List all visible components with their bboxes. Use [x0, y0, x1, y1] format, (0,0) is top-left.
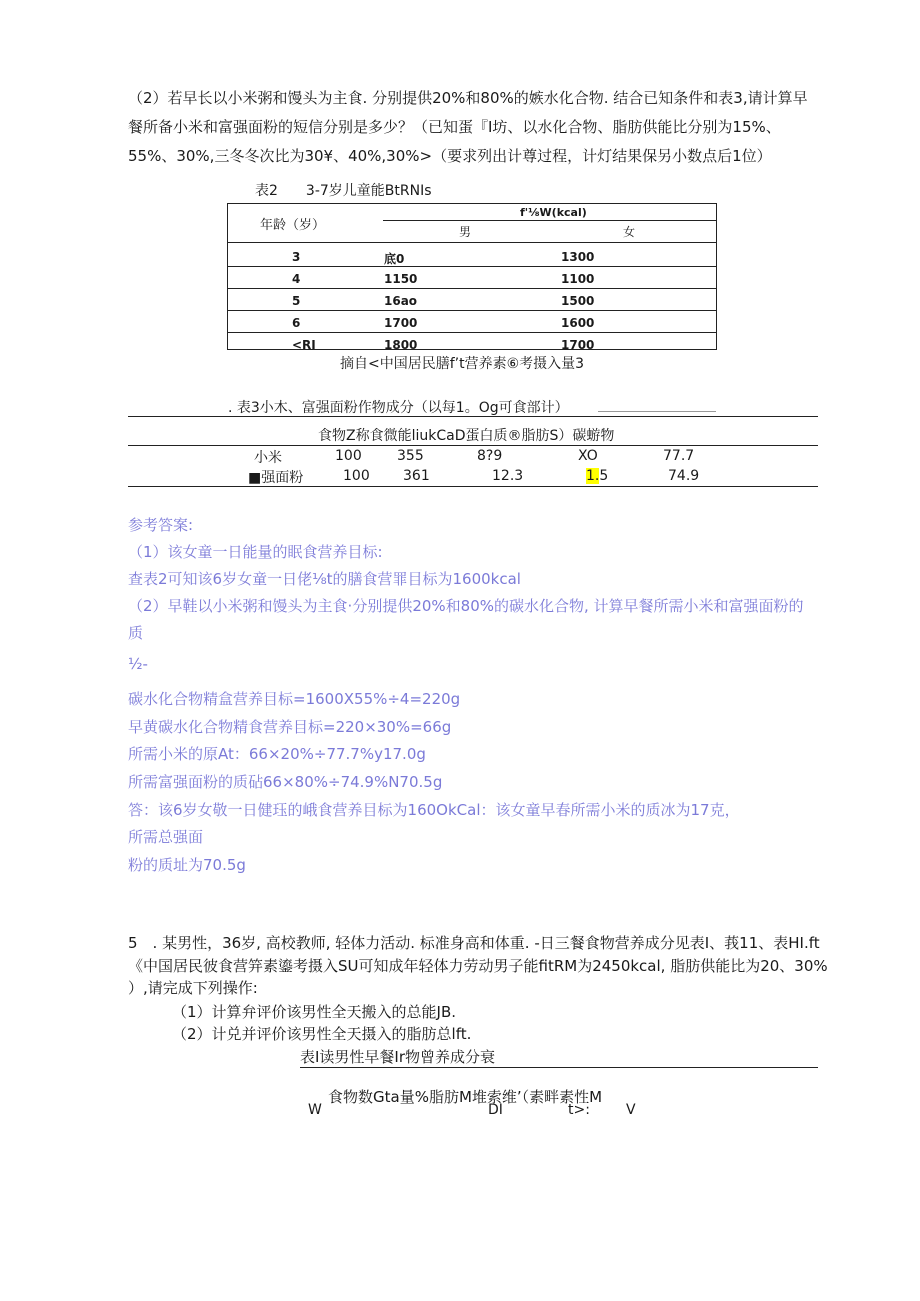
- answer-text: （1）该女童一日能量的眠食营养目标:: [128, 543, 383, 561]
- table2-title: 表2 3-7岁儿童能BtRNIs: [255, 183, 432, 199]
- table1-subhead: t>:: [568, 1102, 590, 1118]
- table1-subhead: V: [626, 1102, 636, 1118]
- table1-title: 表I读男性早餐Ir物曾养成分衰: [300, 1048, 496, 1066]
- problem5-item-1: （1）计算弁评价该男性全天搬入的总能JB.: [172, 1003, 457, 1021]
- table2-col-age: 年龄（岁）: [260, 218, 326, 233]
- table2-col-male: 男: [459, 225, 472, 239]
- problem5-line-1: 5 . 某男性，36岁, 高校教师, 轻体力活动. 标准身高和体重. -日三餐食物营养成分见表I、莪11、表HI.ft: [128, 934, 820, 952]
- table2-col-female: 女: [623, 225, 636, 239]
- answer-text: 碳水化合物精盒营养目标=1600X55%÷4=220g: [128, 690, 461, 708]
- table2-row: <RI 1800 1700: [292, 338, 595, 352]
- table2-row: 5 16ao 1500: [292, 294, 595, 308]
- answer-text: 早黄碳水化合物精食营养目标=220×30%=66g: [128, 718, 452, 736]
- answer-text: 所需富强面粉的质砧66×80%÷74.9%N70.5g: [128, 773, 443, 791]
- answer-text: 所需总强面: [128, 828, 204, 846]
- table3-header: 食物Z称食微能liukCaD蛋白质®脂肪S）碳蝣物: [318, 428, 615, 444]
- answer-text: 查表2可知该6岁女童一日佬⅛t的膳食营罪目标为1600kcal: [128, 570, 521, 588]
- answer-heading: 参考答案:: [128, 516, 194, 534]
- question-line-2: 餐所备小米和富强面粉的短信分别是多少？（已知蛋『I坊、以水化合物、脂肪供能比分别为15%、: [128, 118, 781, 136]
- table1-subhead: W: [308, 1102, 322, 1118]
- table3-top-rule: [128, 416, 818, 417]
- highlight-mark: 1.: [586, 468, 600, 484]
- table1-subhead: DI: [488, 1102, 503, 1118]
- answer-text: 质: [128, 624, 144, 642]
- table1-top-rule: [300, 1067, 818, 1068]
- answer-text: ½-: [128, 655, 148, 673]
- problem5-item-2: （2）计兑并评价该男性全天摄入的脂肪总lft.: [172, 1025, 472, 1043]
- problem5-line-3: ）,请完成下列操作:: [128, 979, 258, 997]
- table2-col-energy: f'⅛W(kcal): [520, 206, 587, 219]
- table2-row: 6 1700 1600: [292, 316, 595, 330]
- table3-header-rule: [128, 445, 818, 446]
- problem5-line-2: 《中国居民彼食营笄素鎏考摄入SU可知成年轻体力劳动男子能fitRM为2450kcal, 脂肪供能比为20、30%: [128, 957, 828, 975]
- table1-header: 食物数Gta量%脂肪M堆索维’（素畔素性M: [328, 1088, 603, 1106]
- title-underline: [598, 411, 716, 412]
- question-line-3: 55%、30%,三冬冬次比为30¥、40%,30%>（要求列出计尊过程，计灯结果保另小数点后1位）: [128, 147, 772, 165]
- answer-text: 所需小米的原At：66×20%÷77.7%y17.0g: [128, 745, 426, 763]
- table3-bottom-rule: [128, 486, 818, 487]
- answer-text: （2）早鞋以小米粥和馒头为主食·分别提供20%和80%的碳水化合物, 计算早餐所需小米和富强面粉的: [128, 597, 804, 615]
- answer-text: 答：该6岁女敬一日健珏的峨食营养目标为160OkCal：该女童早春所需小米的质冰为17克，: [128, 801, 740, 819]
- answer-text: 粉的质址为70.5g: [128, 856, 246, 874]
- table2-row: 4 1150 1100: [292, 272, 595, 286]
- table2: [227, 203, 717, 350]
- question-line-1: （2）若早长以小米粥和馒头为主食. 分别提供20%和80%的嫉水化合物. 结合已知条件和表3,请计算早: [128, 89, 808, 107]
- table2-source: 摘自<中国居民膳f’t营养素⑥考摄入量3: [340, 356, 585, 372]
- table3-title: . 表3小木、富强面粉作物成分（以每1。Og可食部计）: [228, 400, 569, 416]
- table2-row: 3 底0 1300: [292, 250, 595, 266]
